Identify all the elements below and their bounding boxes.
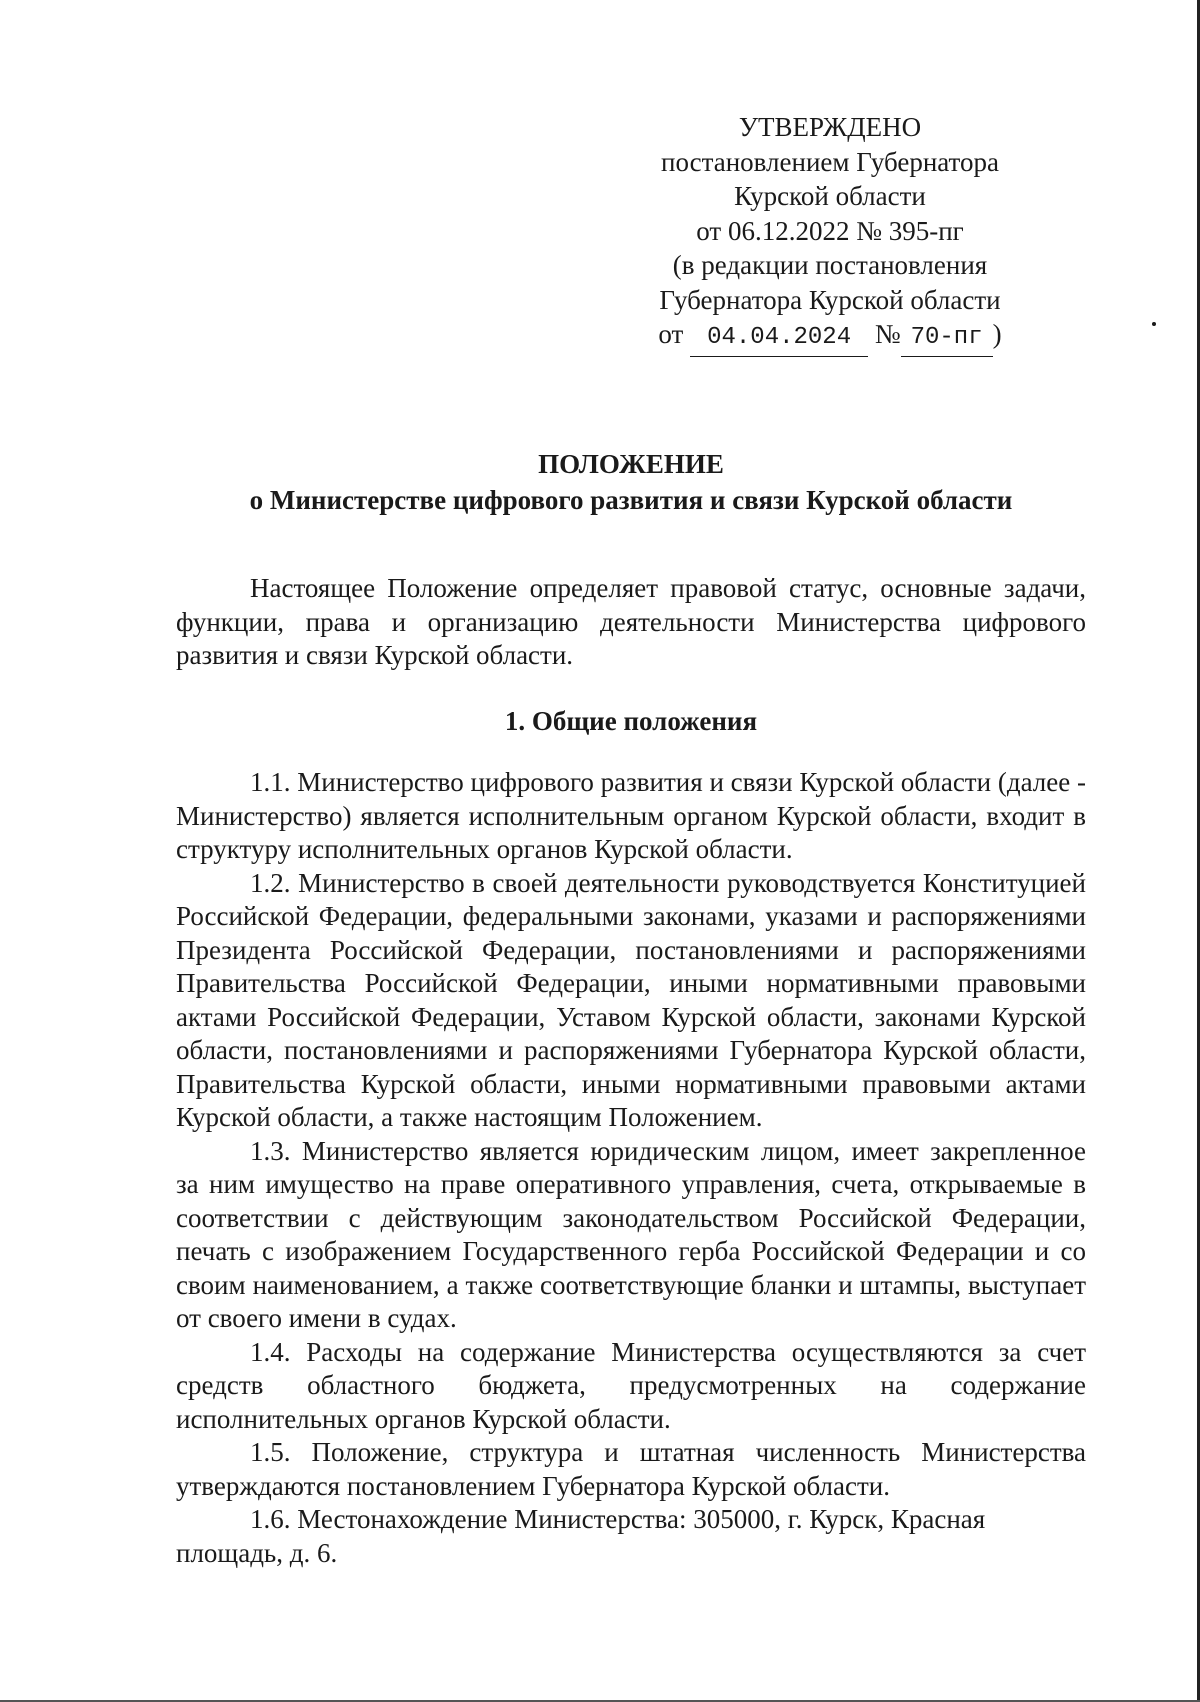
clause-1-5: 1.5. Положение, структура и штатная численность Министерства утверждаются постановлением Губернатора Курской области. [176, 1437, 1086, 1501]
document-subtitle: о Министерстве цифрового развития и связи Курской области [249, 485, 1013, 515]
section-body [176, 766, 1086, 1570]
clause-1-3: 1.3. Министерство является юридическим лицом, имеет закрепленное за ним имущество на праве оперативного управления, счета, открываемые в соответствии с действующим законодательством Российской Федерации, печать с изображением Государственного герба Российской Федерации и со своим наименованием, а также соответствующие бланки и штампы, выступает от своего имени в судах. [176, 1135, 1086, 1333]
approval-line: постановлением Губернатора [661, 146, 999, 177]
intro-text: Настоящее Положение определяет правовой статус, основные задачи, функции, права и организацию деятельности Министерства цифрового развития и связи Курской области. [176, 573, 1086, 670]
amendment-number: 70-пг [901, 321, 993, 357]
clause-1-4: 1.4. Расходы на содержание Министерства осуществляются за счет средств областного бюджета, предусмотренных на содержание исполнительных органов Курской области. [176, 1336, 1086, 1434]
amendment-line [620, 317, 1040, 357]
document-title: ПОЛОЖЕНИЕ [538, 449, 724, 479]
amendment-date: 04.04.2024 [690, 321, 868, 357]
approval-line: (в редакции постановления [672, 250, 988, 280]
approval-block [620, 110, 1040, 357]
approval-line: Курской области [734, 181, 926, 211]
approval-original-date: от 06.12.2022 № 395-пг [696, 215, 964, 246]
amendment-prefix: от [658, 319, 684, 349]
approval-heading: УТВЕРЖДЕНО [738, 112, 922, 142]
clause-1-2: 1.2. Министерство в своей деятельности руководствуется Конституцией Российской Федерации, федеральными законами, указами и распоряжениями Президента Российской Федерации, постановлениями и распоряжениями Правительства Российской Федерации, иными нормативными правовыми актами Российской Федерации, Уставом Курской области, законами Курской области, постановлениями и распоряжениями Губернатора Курской области, Правительства Курской области, иными нормативными правовыми актами Курской области, а также настоящим Положением. [176, 867, 1086, 1132]
intro-paragraph [176, 572, 1086, 673]
section-heading: 1. Общие положения [504, 706, 758, 736]
clause-1-6: 1.6. Местонахождение Министерства: 305000, г. Курск, Красная площадь, д. 6. [176, 1504, 986, 1568]
amendment-number-sign: № [874, 319, 901, 349]
scan-speck [1152, 322, 1156, 326]
amendment-close: ) [992, 319, 1002, 349]
document-title-block [176, 446, 1086, 518]
clause-1-1: 1.1. Министерство цифрового развития и связи Курской области (далее - Министерство) является исполнительным органом Курской области, входит в структуру исполнительных органов Курской области. [176, 767, 1086, 864]
approval-line: Губернатора Курской области [659, 284, 1001, 315]
